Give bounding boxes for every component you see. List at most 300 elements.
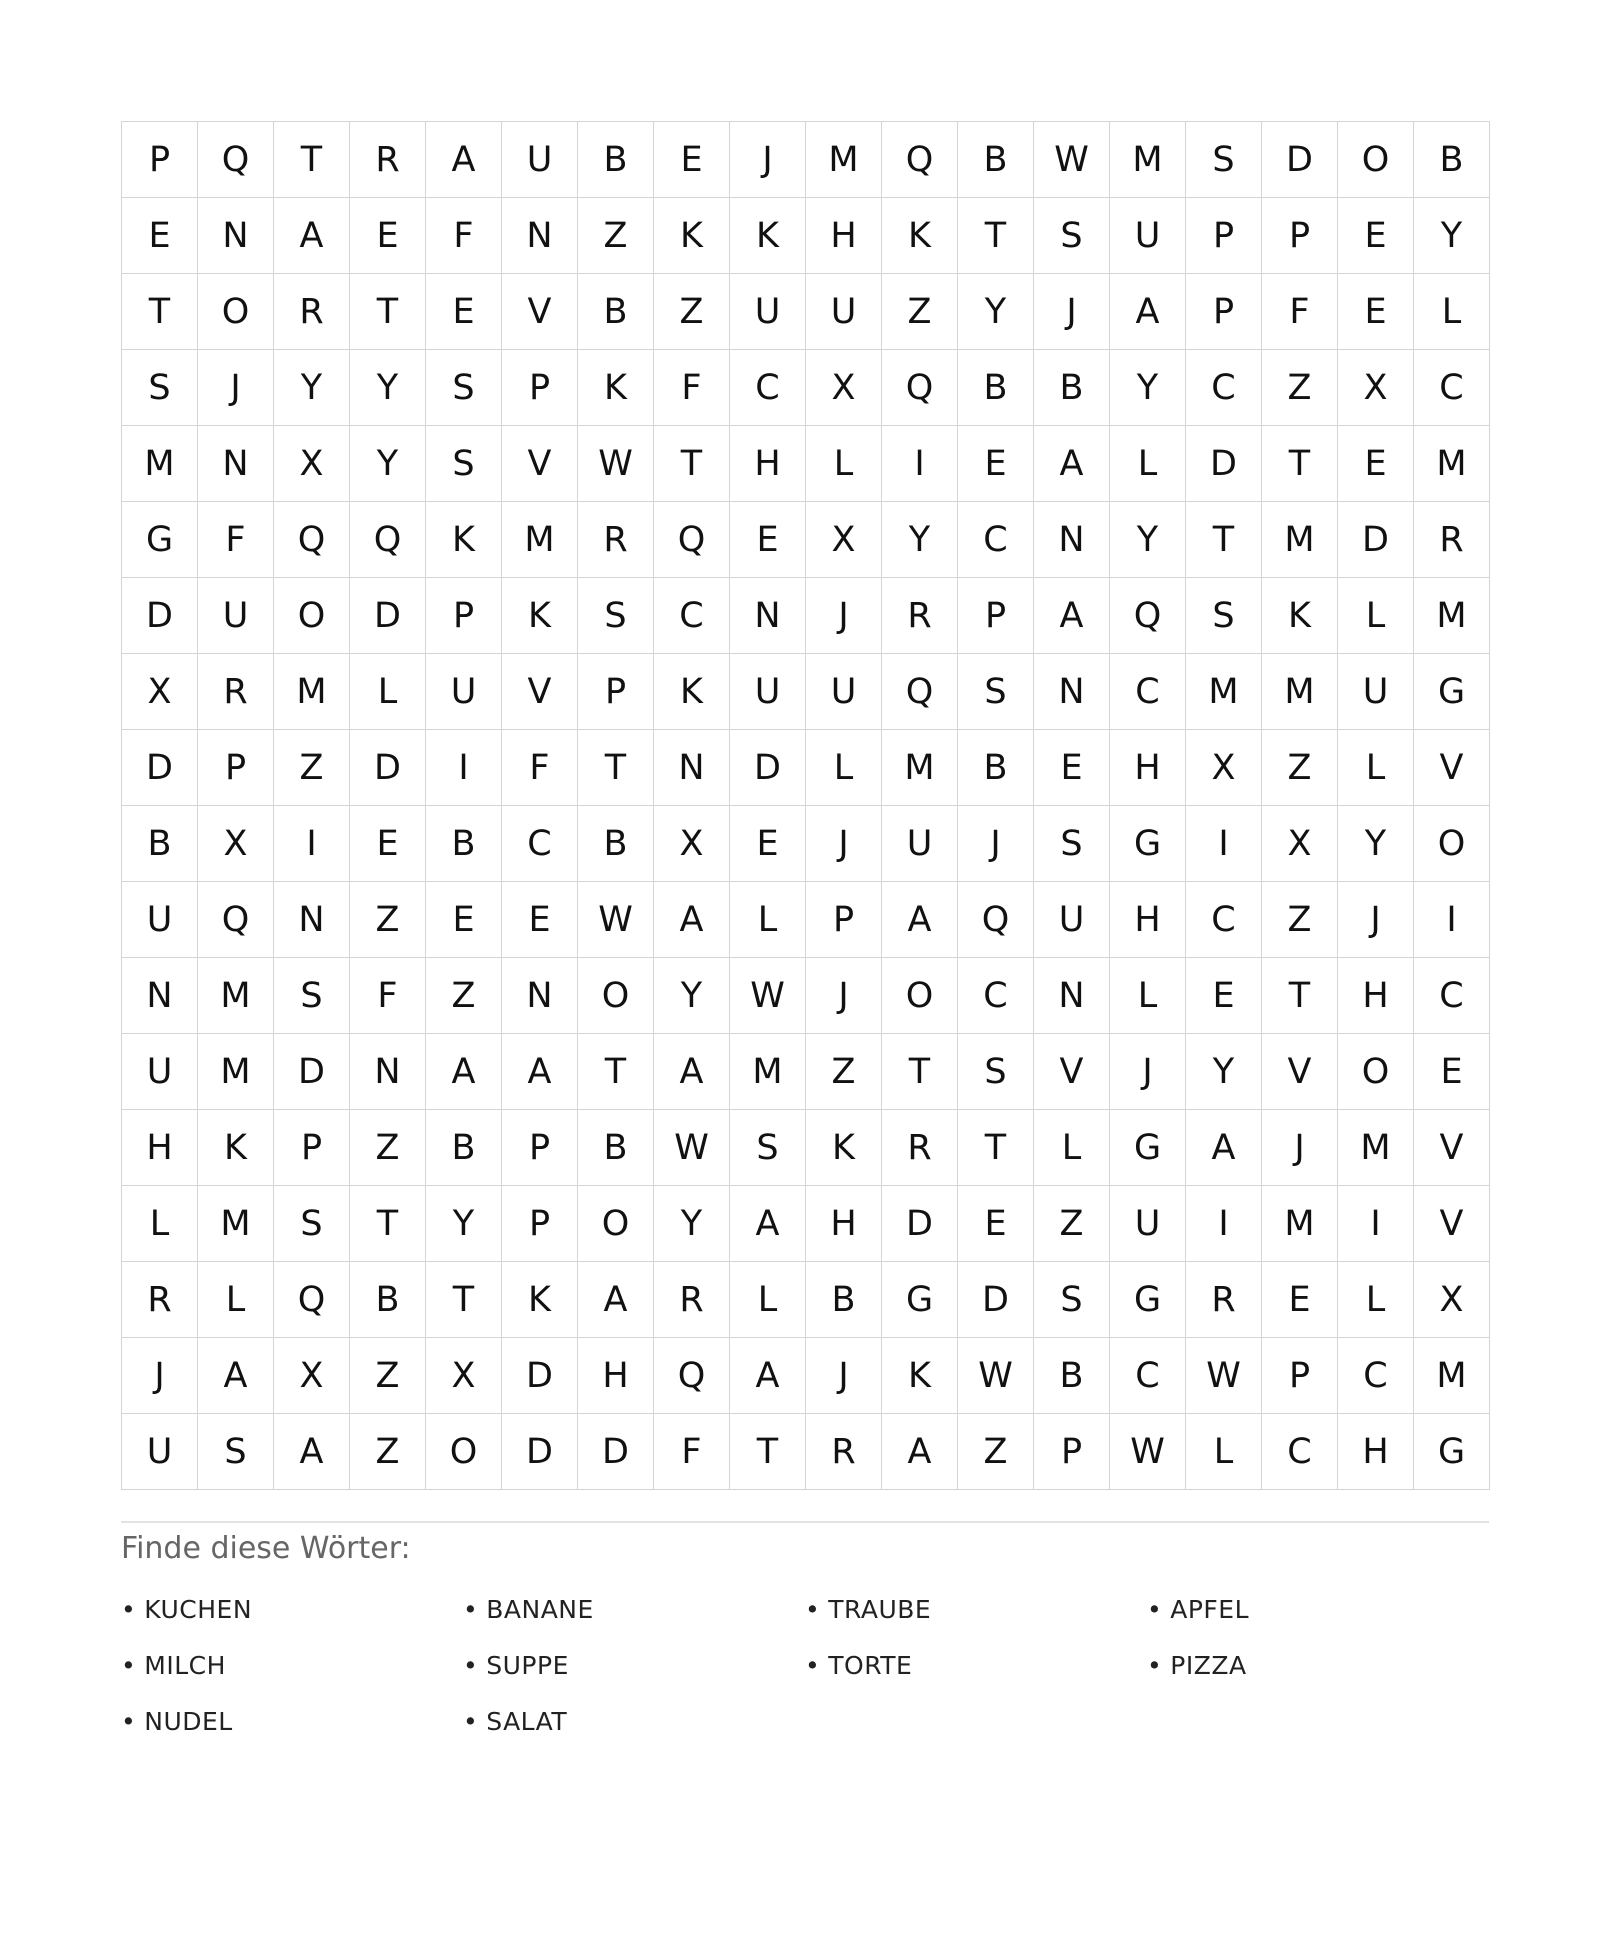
grid-cell[interactable]: K [502, 1262, 578, 1338]
grid-cell[interactable]: U [1034, 882, 1110, 958]
grid-cell[interactable]: I [1338, 1186, 1414, 1262]
grid-cell[interactable]: E [1034, 730, 1110, 806]
grid-cell[interactable]: T [426, 1262, 502, 1338]
grid-cell[interactable]: L [1338, 730, 1414, 806]
grid-cell[interactable]: P [502, 350, 578, 426]
grid-cell[interactable]: C [1110, 654, 1186, 730]
grid-cell[interactable]: Y [654, 1186, 730, 1262]
grid-cell[interactable]: Z [882, 274, 958, 350]
grid-cell[interactable]: W [1034, 122, 1110, 198]
grid-cell[interactable]: U [502, 122, 578, 198]
grid-cell[interactable]: Q [882, 122, 958, 198]
grid-cell[interactable]: A [1110, 274, 1186, 350]
grid-cell[interactable]: C [1110, 1338, 1186, 1414]
grid-cell[interactable]: N [198, 198, 274, 274]
grid-cell[interactable]: I [274, 806, 350, 882]
grid-cell[interactable]: Z [350, 1414, 426, 1490]
grid-cell[interactable]: Y [1338, 806, 1414, 882]
grid-cell[interactable]: W [1186, 1338, 1262, 1414]
grid-cell[interactable]: B [122, 806, 198, 882]
grid-cell[interactable]: Z [350, 1110, 426, 1186]
grid-cell[interactable]: Q [654, 502, 730, 578]
grid-cell[interactable]: P [1186, 274, 1262, 350]
grid-cell[interactable]: A [502, 1034, 578, 1110]
grid-cell[interactable]: D [578, 1414, 654, 1490]
grid-cell[interactable]: E [1338, 274, 1414, 350]
grid-cell[interactable]: S [426, 426, 502, 502]
grid-cell[interactable]: L [350, 654, 426, 730]
grid-cell[interactable]: A [882, 882, 958, 958]
grid-cell[interactable]: Y [1414, 198, 1490, 274]
grid-cell[interactable]: R [198, 654, 274, 730]
grid-cell[interactable]: R [882, 1110, 958, 1186]
grid-cell[interactable]: H [730, 426, 806, 502]
grid-cell[interactable]: U [122, 882, 198, 958]
grid-cell[interactable]: B [958, 122, 1034, 198]
grid-cell[interactable]: Z [1034, 1186, 1110, 1262]
grid-cell[interactable]: T [350, 1186, 426, 1262]
grid-cell[interactable]: W [578, 882, 654, 958]
grid-cell[interactable]: Z [350, 882, 426, 958]
grid-cell[interactable]: Y [350, 350, 426, 426]
grid-cell[interactable]: T [1262, 426, 1338, 502]
grid-cell[interactable]: T [274, 122, 350, 198]
grid-cell[interactable]: X [1186, 730, 1262, 806]
grid-cell[interactable]: K [1262, 578, 1338, 654]
grid-cell[interactable]: D [122, 578, 198, 654]
grid-cell[interactable]: B [806, 1262, 882, 1338]
grid-cell[interactable]: G [1110, 1262, 1186, 1338]
grid-cell[interactable]: G [122, 502, 198, 578]
grid-cell[interactable]: D [1262, 122, 1338, 198]
grid-cell[interactable]: R [882, 578, 958, 654]
grid-cell[interactable]: D [350, 730, 426, 806]
grid-cell[interactable]: M [1414, 578, 1490, 654]
grid-cell[interactable]: P [502, 1110, 578, 1186]
grid-cell[interactable]: L [1034, 1110, 1110, 1186]
grid-cell[interactable]: X [1338, 350, 1414, 426]
grid-cell[interactable]: L [122, 1186, 198, 1262]
grid-cell[interactable]: G [1110, 1110, 1186, 1186]
grid-cell[interactable]: B [1034, 350, 1110, 426]
grid-cell[interactable]: I [882, 426, 958, 502]
grid-cell[interactable]: N [502, 958, 578, 1034]
grid-cell[interactable]: T [578, 1034, 654, 1110]
grid-cell[interactable]: K [654, 654, 730, 730]
grid-cell[interactable]: T [958, 198, 1034, 274]
grid-cell[interactable]: I [1414, 882, 1490, 958]
grid-cell[interactable]: M [1262, 502, 1338, 578]
grid-cell[interactable]: J [958, 806, 1034, 882]
grid-cell[interactable]: B [426, 1110, 502, 1186]
grid-cell[interactable]: N [1034, 654, 1110, 730]
grid-cell[interactable]: M [1414, 1338, 1490, 1414]
grid-cell[interactable]: O [1414, 806, 1490, 882]
grid-cell[interactable]: T [654, 426, 730, 502]
grid-cell[interactable]: G [882, 1262, 958, 1338]
grid-cell[interactable]: B [1414, 122, 1490, 198]
grid-cell[interactable]: Q [274, 502, 350, 578]
grid-cell[interactable]: Z [1262, 350, 1338, 426]
grid-cell[interactable]: Y [654, 958, 730, 1034]
grid-cell[interactable]: X [1414, 1262, 1490, 1338]
grid-cell[interactable]: K [806, 1110, 882, 1186]
grid-cell[interactable]: M [1338, 1110, 1414, 1186]
grid-cell[interactable]: E [502, 882, 578, 958]
grid-cell[interactable]: P [578, 654, 654, 730]
grid-cell[interactable]: L [198, 1262, 274, 1338]
grid-cell[interactable]: B [426, 806, 502, 882]
grid-cell[interactable]: D [274, 1034, 350, 1110]
grid-cell[interactable]: U [1110, 1186, 1186, 1262]
grid-cell[interactable]: O [578, 1186, 654, 1262]
grid-cell[interactable]: L [1414, 274, 1490, 350]
grid-cell[interactable]: G [1414, 1414, 1490, 1490]
grid-cell[interactable]: V [1414, 1110, 1490, 1186]
grid-cell[interactable]: E [654, 122, 730, 198]
grid-cell[interactable]: Z [578, 198, 654, 274]
grid-cell[interactable]: Y [1186, 1034, 1262, 1110]
grid-cell[interactable]: F [654, 350, 730, 426]
grid-cell[interactable]: P [1186, 198, 1262, 274]
grid-cell[interactable]: E [1338, 426, 1414, 502]
grid-cell[interactable]: X [122, 654, 198, 730]
grid-cell[interactable]: E [1414, 1034, 1490, 1110]
grid-cell[interactable]: P [198, 730, 274, 806]
grid-cell[interactable]: N [274, 882, 350, 958]
grid-cell[interactable]: Z [958, 1414, 1034, 1490]
grid-cell[interactable]: E [350, 198, 426, 274]
grid-cell[interactable]: E [730, 806, 806, 882]
grid-cell[interactable]: A [730, 1338, 806, 1414]
grid-cell[interactable]: B [1034, 1338, 1110, 1414]
grid-cell[interactable]: R [122, 1262, 198, 1338]
grid-cell[interactable]: X [654, 806, 730, 882]
grid-cell[interactable]: W [958, 1338, 1034, 1414]
grid-cell[interactable]: S [274, 1186, 350, 1262]
grid-cell[interactable]: R [1414, 502, 1490, 578]
grid-cell[interactable]: A [1186, 1110, 1262, 1186]
grid-cell[interactable]: S [122, 350, 198, 426]
grid-cell[interactable]: B [578, 274, 654, 350]
grid-cell[interactable]: A [578, 1262, 654, 1338]
grid-cell[interactable]: P [1262, 198, 1338, 274]
grid-cell[interactable]: U [122, 1034, 198, 1110]
grid-cell[interactable]: H [1338, 1414, 1414, 1490]
grid-cell[interactable]: C [502, 806, 578, 882]
grid-cell[interactable]: T [730, 1414, 806, 1490]
grid-cell[interactable]: F [198, 502, 274, 578]
grid-cell[interactable]: K [502, 578, 578, 654]
grid-cell[interactable]: S [1186, 578, 1262, 654]
grid-cell[interactable]: Z [274, 730, 350, 806]
grid-cell[interactable]: T [350, 274, 426, 350]
grid-cell[interactable]: E [1186, 958, 1262, 1034]
grid-cell[interactable]: V [502, 426, 578, 502]
grid-cell[interactable]: P [274, 1110, 350, 1186]
grid-cell[interactable]: R [806, 1414, 882, 1490]
grid-cell[interactable]: X [806, 350, 882, 426]
grid-cell[interactable]: K [730, 198, 806, 274]
grid-cell[interactable]: N [502, 198, 578, 274]
grid-cell[interactable]: F [1262, 274, 1338, 350]
grid-cell[interactable]: T [578, 730, 654, 806]
grid-cell[interactable]: U [1338, 654, 1414, 730]
grid-cell[interactable]: M [806, 122, 882, 198]
grid-cell[interactable]: J [806, 806, 882, 882]
grid-cell[interactable]: P [122, 122, 198, 198]
grid-cell[interactable]: S [1034, 1262, 1110, 1338]
grid-cell[interactable]: K [578, 350, 654, 426]
grid-cell[interactable]: A [1034, 426, 1110, 502]
grid-cell[interactable]: R [274, 274, 350, 350]
grid-cell[interactable]: U [1110, 198, 1186, 274]
grid-cell[interactable]: M [882, 730, 958, 806]
grid-cell[interactable]: J [1262, 1110, 1338, 1186]
grid-cell[interactable]: J [806, 958, 882, 1034]
grid-cell[interactable]: K [882, 198, 958, 274]
grid-cell[interactable]: F [654, 1414, 730, 1490]
grid-cell[interactable]: D [882, 1186, 958, 1262]
grid-cell[interactable]: E [1338, 198, 1414, 274]
grid-cell[interactable]: P [958, 578, 1034, 654]
grid-cell[interactable]: E [730, 502, 806, 578]
grid-cell[interactable]: Y [958, 274, 1034, 350]
grid-cell[interactable]: Y [426, 1186, 502, 1262]
grid-cell[interactable]: Q [882, 654, 958, 730]
grid-cell[interactable]: Q [198, 882, 274, 958]
grid-cell[interactable]: D [1186, 426, 1262, 502]
grid-cell[interactable]: K [882, 1338, 958, 1414]
grid-cell[interactable]: V [1034, 1034, 1110, 1110]
grid-cell[interactable]: R [1186, 1262, 1262, 1338]
grid-cell[interactable]: P [1034, 1414, 1110, 1490]
grid-cell[interactable]: O [578, 958, 654, 1034]
grid-cell[interactable]: T [122, 274, 198, 350]
grid-cell[interactable]: J [806, 578, 882, 654]
grid-cell[interactable]: Q [350, 502, 426, 578]
grid-cell[interactable]: J [1110, 1034, 1186, 1110]
grid-cell[interactable]: C [730, 350, 806, 426]
grid-cell[interactable]: I [1186, 1186, 1262, 1262]
grid-cell[interactable]: K [654, 198, 730, 274]
grid-cell[interactable]: N [198, 426, 274, 502]
grid-cell[interactable]: C [1414, 350, 1490, 426]
grid-cell[interactable]: L [1338, 578, 1414, 654]
grid-cell[interactable]: U [730, 274, 806, 350]
grid-cell[interactable]: K [198, 1110, 274, 1186]
grid-cell[interactable]: H [806, 1186, 882, 1262]
grid-cell[interactable]: M [1262, 654, 1338, 730]
grid-cell[interactable]: Q [654, 1338, 730, 1414]
grid-cell[interactable]: M [1110, 122, 1186, 198]
grid-cell[interactable]: U [426, 654, 502, 730]
grid-cell[interactable]: V [1414, 730, 1490, 806]
grid-cell[interactable]: B [958, 730, 1034, 806]
grid-cell[interactable]: D [122, 730, 198, 806]
grid-cell[interactable]: I [1186, 806, 1262, 882]
grid-cell[interactable]: C [1338, 1338, 1414, 1414]
grid-cell[interactable]: B [350, 1262, 426, 1338]
grid-cell[interactable]: W [578, 426, 654, 502]
grid-cell[interactable]: A [654, 1034, 730, 1110]
grid-cell[interactable]: S [198, 1414, 274, 1490]
grid-cell[interactable]: A [730, 1186, 806, 1262]
grid-cell[interactable]: Q [958, 882, 1034, 958]
grid-cell[interactable]: M [1262, 1186, 1338, 1262]
grid-cell[interactable]: J [1338, 882, 1414, 958]
grid-cell[interactable]: H [122, 1110, 198, 1186]
grid-cell[interactable]: X [198, 806, 274, 882]
grid-cell[interactable]: S [578, 578, 654, 654]
grid-cell[interactable]: L [730, 882, 806, 958]
grid-cell[interactable]: E [958, 1186, 1034, 1262]
grid-cell[interactable]: Q [274, 1262, 350, 1338]
grid-cell[interactable]: P [1262, 1338, 1338, 1414]
grid-cell[interactable]: M [198, 1034, 274, 1110]
grid-cell[interactable]: E [350, 806, 426, 882]
grid-cell[interactable]: G [1414, 654, 1490, 730]
grid-cell[interactable]: S [1034, 806, 1110, 882]
grid-cell[interactable]: V [502, 654, 578, 730]
grid-cell[interactable]: J [198, 350, 274, 426]
grid-cell[interactable]: O [1338, 122, 1414, 198]
grid-cell[interactable]: H [806, 198, 882, 274]
grid-cell[interactable]: X [274, 1338, 350, 1414]
grid-cell[interactable]: D [350, 578, 426, 654]
grid-cell[interactable]: V [1414, 1186, 1490, 1262]
grid-cell[interactable]: T [882, 1034, 958, 1110]
grid-cell[interactable]: J [1034, 274, 1110, 350]
grid-cell[interactable]: Q [198, 122, 274, 198]
grid-cell[interactable]: Z [426, 958, 502, 1034]
grid-cell[interactable]: J [806, 1338, 882, 1414]
grid-cell[interactable]: A [882, 1414, 958, 1490]
grid-cell[interactable]: L [730, 1262, 806, 1338]
grid-cell[interactable]: S [1186, 122, 1262, 198]
grid-cell[interactable]: X [426, 1338, 502, 1414]
grid-cell[interactable]: F [350, 958, 426, 1034]
grid-cell[interactable]: T [1262, 958, 1338, 1034]
grid-cell[interactable]: S [958, 1034, 1034, 1110]
grid-cell[interactable]: Y [350, 426, 426, 502]
grid-cell[interactable]: Z [350, 1338, 426, 1414]
grid-cell[interactable]: R [350, 122, 426, 198]
grid-cell[interactable]: Q [882, 350, 958, 426]
grid-cell[interactable]: J [730, 122, 806, 198]
grid-cell[interactable]: O [426, 1414, 502, 1490]
grid-cell[interactable]: M [502, 502, 578, 578]
grid-cell[interactable]: L [1110, 958, 1186, 1034]
grid-cell[interactable]: C [1262, 1414, 1338, 1490]
grid-cell[interactable]: T [958, 1110, 1034, 1186]
grid-cell[interactable]: U [806, 274, 882, 350]
grid-cell[interactable]: B [578, 1110, 654, 1186]
grid-cell[interactable]: U [730, 654, 806, 730]
grid-cell[interactable]: V [502, 274, 578, 350]
grid-cell[interactable]: M [1414, 426, 1490, 502]
grid-cell[interactable]: R [578, 502, 654, 578]
grid-cell[interactable]: X [806, 502, 882, 578]
grid-cell[interactable]: Y [882, 502, 958, 578]
grid-cell[interactable]: C [1186, 350, 1262, 426]
grid-cell[interactable]: B [958, 350, 1034, 426]
grid-cell[interactable]: P [502, 1186, 578, 1262]
grid-cell[interactable]: H [1110, 730, 1186, 806]
grid-cell[interactable]: E [426, 882, 502, 958]
grid-cell[interactable]: B [578, 122, 654, 198]
grid-cell[interactable]: M [1186, 654, 1262, 730]
grid-cell[interactable]: A [654, 882, 730, 958]
grid-cell[interactable]: J [122, 1338, 198, 1414]
grid-cell[interactable]: S [958, 654, 1034, 730]
grid-cell[interactable]: O [274, 578, 350, 654]
grid-cell[interactable]: L [1186, 1414, 1262, 1490]
grid-cell[interactable]: S [730, 1110, 806, 1186]
grid-cell[interactable]: Q [1110, 578, 1186, 654]
grid-cell[interactable]: A [274, 198, 350, 274]
grid-cell[interactable]: D [502, 1414, 578, 1490]
grid-cell[interactable]: A [426, 122, 502, 198]
grid-cell[interactable]: T [1186, 502, 1262, 578]
grid-cell[interactable]: M [198, 958, 274, 1034]
grid-cell[interactable]: N [730, 578, 806, 654]
grid-cell[interactable]: Z [1262, 730, 1338, 806]
grid-cell[interactable]: B [578, 806, 654, 882]
grid-cell[interactable]: N [122, 958, 198, 1034]
grid-cell[interactable]: H [1338, 958, 1414, 1034]
grid-cell[interactable]: A [426, 1034, 502, 1110]
grid-cell[interactable]: N [1034, 958, 1110, 1034]
grid-cell[interactable]: Z [806, 1034, 882, 1110]
grid-cell[interactable]: V [1262, 1034, 1338, 1110]
grid-cell[interactable]: N [1034, 502, 1110, 578]
grid-cell[interactable]: Z [654, 274, 730, 350]
grid-cell[interactable]: L [1110, 426, 1186, 502]
grid-cell[interactable]: X [1262, 806, 1338, 882]
grid-cell[interactable]: Y [1110, 502, 1186, 578]
grid-cell[interactable]: A [198, 1338, 274, 1414]
grid-cell[interactable]: E [1262, 1262, 1338, 1338]
grid-cell[interactable]: P [426, 578, 502, 654]
grid-cell[interactable]: U [882, 806, 958, 882]
grid-cell[interactable]: G [1110, 806, 1186, 882]
grid-cell[interactable]: P [806, 882, 882, 958]
grid-cell[interactable]: L [806, 426, 882, 502]
grid-cell[interactable]: I [426, 730, 502, 806]
grid-cell[interactable]: L [806, 730, 882, 806]
grid-cell[interactable]: M [198, 1186, 274, 1262]
grid-cell[interactable]: H [1110, 882, 1186, 958]
grid-cell[interactable]: F [426, 198, 502, 274]
grid-cell[interactable]: S [274, 958, 350, 1034]
grid-cell[interactable]: F [502, 730, 578, 806]
grid-cell[interactable]: Z [1262, 882, 1338, 958]
grid-cell[interactable]: R [654, 1262, 730, 1338]
grid-cell[interactable]: U [806, 654, 882, 730]
grid-cell[interactable]: U [122, 1414, 198, 1490]
grid-cell[interactable]: E [958, 426, 1034, 502]
grid-cell[interactable]: S [1034, 198, 1110, 274]
grid-cell[interactable]: O [198, 274, 274, 350]
grid-cell[interactable]: N [350, 1034, 426, 1110]
grid-cell[interactable]: C [654, 578, 730, 654]
grid-cell[interactable]: D [1338, 502, 1414, 578]
grid-cell[interactable]: D [730, 730, 806, 806]
grid-cell[interactable]: M [274, 654, 350, 730]
grid-cell[interactable]: W [654, 1110, 730, 1186]
grid-cell[interactable]: D [958, 1262, 1034, 1338]
